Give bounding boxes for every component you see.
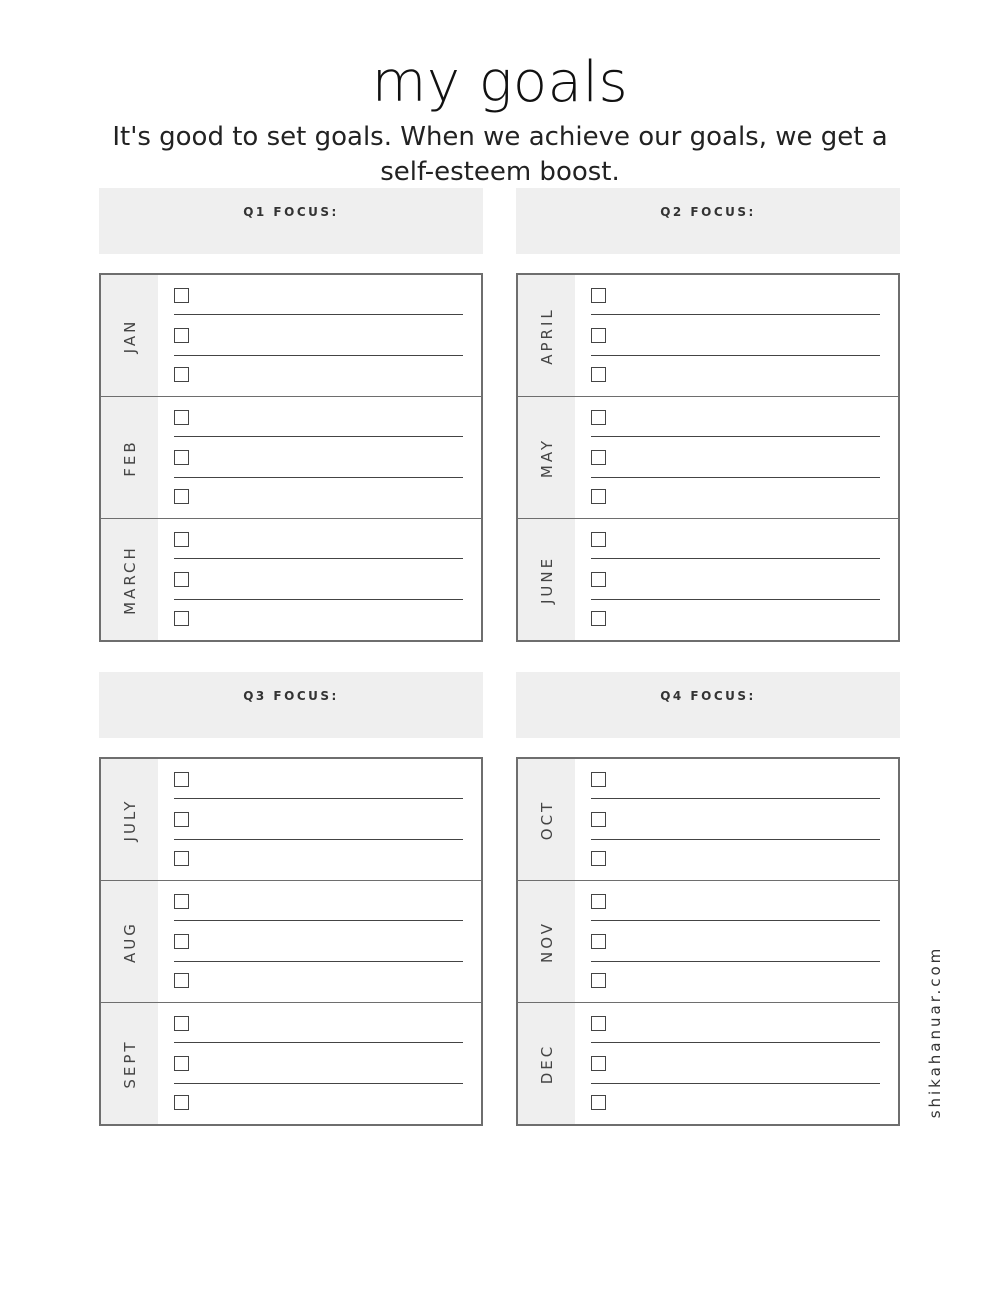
goal-lines bbox=[158, 519, 481, 640]
goal-lines bbox=[575, 519, 898, 640]
month-name: JAN bbox=[120, 318, 139, 353]
goal-checkbox[interactable] bbox=[591, 973, 606, 988]
goal-checkbox[interactable] bbox=[591, 367, 606, 382]
goal-writing-line[interactable] bbox=[591, 314, 880, 315]
quarter-3 bbox=[99, 672, 483, 1126]
goal-checkbox[interactable] bbox=[591, 812, 606, 827]
month-label-cell bbox=[518, 397, 575, 518]
page-subtitle: It's good to set goals. When we achieve our goals, we get a self-esteem boost. bbox=[112, 122, 888, 187]
page-title: my goals bbox=[371, 50, 629, 115]
goal-writing-line[interactable] bbox=[174, 558, 463, 559]
goal-checkbox[interactable] bbox=[591, 288, 606, 303]
goal-lines bbox=[158, 881, 481, 1002]
goal-writing-line[interactable] bbox=[591, 1083, 880, 1084]
month-row bbox=[518, 1002, 898, 1124]
goal-checkbox[interactable] bbox=[591, 572, 606, 587]
month-label-cell bbox=[518, 275, 575, 396]
goal-writing-line[interactable] bbox=[174, 314, 463, 315]
month-label-cell bbox=[518, 759, 575, 880]
goal-writing-line[interactable] bbox=[591, 798, 880, 799]
month-label-cell bbox=[101, 759, 158, 880]
focus-label: Q4 FOCUS: bbox=[660, 689, 756, 703]
focus-label: Q2 FOCUS: bbox=[660, 205, 756, 219]
focus-box[interactable] bbox=[99, 188, 483, 254]
focus-box[interactable] bbox=[516, 672, 900, 738]
goal-checkbox[interactable] bbox=[591, 772, 606, 787]
goal-writing-line[interactable] bbox=[174, 839, 463, 840]
goal-checkbox[interactable] bbox=[174, 532, 189, 547]
goal-checkbox[interactable] bbox=[591, 934, 606, 949]
focus-label: Q3 FOCUS: bbox=[243, 689, 339, 703]
goal-checkbox[interactable] bbox=[174, 1056, 189, 1071]
month-label-cell bbox=[101, 881, 158, 1002]
month-row bbox=[101, 880, 481, 1002]
quarter-1 bbox=[99, 188, 483, 642]
goal-writing-line[interactable] bbox=[174, 477, 463, 478]
month-name: FEB bbox=[120, 438, 139, 477]
months-table bbox=[516, 273, 900, 642]
goal-checkbox[interactable] bbox=[591, 328, 606, 343]
month-name: MAY bbox=[537, 437, 556, 478]
focus-box[interactable] bbox=[99, 672, 483, 738]
month-name: JULY bbox=[120, 798, 139, 841]
quarter-2 bbox=[516, 188, 900, 642]
goal-checkbox[interactable] bbox=[174, 1016, 189, 1031]
goal-checkbox[interactable] bbox=[174, 410, 189, 425]
goal-writing-line[interactable] bbox=[591, 839, 880, 840]
goal-writing-line[interactable] bbox=[591, 920, 880, 921]
goal-lines bbox=[158, 1003, 481, 1124]
goal-checkbox[interactable] bbox=[591, 489, 606, 504]
goal-checkbox[interactable] bbox=[591, 450, 606, 465]
goal-checkbox[interactable] bbox=[174, 328, 189, 343]
month-label-cell bbox=[518, 1003, 575, 1124]
month-label-cell bbox=[101, 275, 158, 396]
goal-lines bbox=[158, 275, 481, 396]
month-name: AUG bbox=[120, 920, 139, 963]
goal-writing-line[interactable] bbox=[591, 477, 880, 478]
goal-checkbox[interactable] bbox=[174, 973, 189, 988]
goal-checkbox[interactable] bbox=[174, 288, 189, 303]
goal-writing-line[interactable] bbox=[174, 436, 463, 437]
goal-checkbox[interactable] bbox=[174, 812, 189, 827]
month-row bbox=[101, 275, 481, 396]
months-table bbox=[99, 757, 483, 1126]
month-name: JUNE bbox=[537, 555, 556, 604]
website-watermark: shikahanuar.com bbox=[926, 945, 944, 1119]
goal-writing-line[interactable] bbox=[174, 1083, 463, 1084]
goal-checkbox[interactable] bbox=[174, 894, 189, 909]
goal-lines bbox=[158, 397, 481, 518]
goal-checkbox[interactable] bbox=[591, 1016, 606, 1031]
month-row bbox=[101, 396, 481, 518]
goal-checkbox[interactable] bbox=[174, 1095, 189, 1110]
goal-checkbox[interactable] bbox=[174, 489, 189, 504]
month-label-cell bbox=[518, 519, 575, 640]
months-table bbox=[516, 757, 900, 1126]
goal-writing-line[interactable] bbox=[174, 798, 463, 799]
month-name: APRIL bbox=[537, 306, 556, 365]
goal-writing-line[interactable] bbox=[174, 961, 463, 962]
goal-checkbox[interactable] bbox=[174, 934, 189, 949]
goal-lines bbox=[575, 275, 898, 396]
month-row bbox=[101, 759, 481, 880]
focus-label: Q1 FOCUS: bbox=[243, 205, 339, 219]
goal-checkbox[interactable] bbox=[174, 611, 189, 626]
goal-writing-line[interactable] bbox=[174, 920, 463, 921]
goal-writing-line[interactable] bbox=[591, 1042, 880, 1043]
month-label-cell bbox=[518, 881, 575, 1002]
month-label-cell bbox=[101, 519, 158, 640]
months-table bbox=[99, 273, 483, 642]
goal-checkbox[interactable] bbox=[591, 410, 606, 425]
month-name: OCT bbox=[537, 799, 556, 840]
goal-writing-line[interactable] bbox=[174, 599, 463, 600]
month-row bbox=[518, 396, 898, 518]
month-row bbox=[518, 275, 898, 396]
goal-checkbox[interactable] bbox=[174, 851, 189, 866]
goal-checkbox[interactable] bbox=[591, 532, 606, 547]
goal-writing-line[interactable] bbox=[591, 436, 880, 437]
month-label-cell bbox=[101, 1003, 158, 1124]
month-row bbox=[518, 518, 898, 640]
goal-writing-line[interactable] bbox=[591, 599, 880, 600]
month-row bbox=[101, 1002, 481, 1124]
goal-checkbox[interactable] bbox=[174, 367, 189, 382]
goal-lines bbox=[575, 881, 898, 1002]
quarter-4 bbox=[516, 672, 900, 1126]
goal-lines bbox=[575, 1003, 898, 1124]
month-name: NOV bbox=[537, 920, 556, 963]
month-row bbox=[518, 759, 898, 880]
goal-checkbox[interactable] bbox=[591, 894, 606, 909]
goal-checkbox[interactable] bbox=[591, 1056, 606, 1071]
month-name: MARCH bbox=[120, 544, 139, 615]
goal-writing-line[interactable] bbox=[591, 558, 880, 559]
month-label-cell bbox=[101, 397, 158, 518]
goal-lines bbox=[575, 397, 898, 518]
goal-checkbox[interactable] bbox=[591, 611, 606, 626]
goal-writing-line[interactable] bbox=[591, 961, 880, 962]
goal-checkbox[interactable] bbox=[591, 1095, 606, 1110]
goal-writing-line[interactable] bbox=[174, 355, 463, 356]
goal-lines bbox=[158, 759, 481, 880]
focus-box[interactable] bbox=[516, 188, 900, 254]
month-row bbox=[101, 518, 481, 640]
month-name: SEPT bbox=[120, 1038, 139, 1089]
goal-checkbox[interactable] bbox=[174, 772, 189, 787]
goal-lines bbox=[575, 759, 898, 880]
goal-checkbox[interactable] bbox=[591, 851, 606, 866]
month-row bbox=[518, 880, 898, 1002]
goal-writing-line[interactable] bbox=[591, 355, 880, 356]
goal-checkbox[interactable] bbox=[174, 450, 189, 465]
goal-writing-line[interactable] bbox=[174, 1042, 463, 1043]
goal-checkbox[interactable] bbox=[174, 572, 189, 587]
month-name: DEC bbox=[537, 1043, 556, 1084]
